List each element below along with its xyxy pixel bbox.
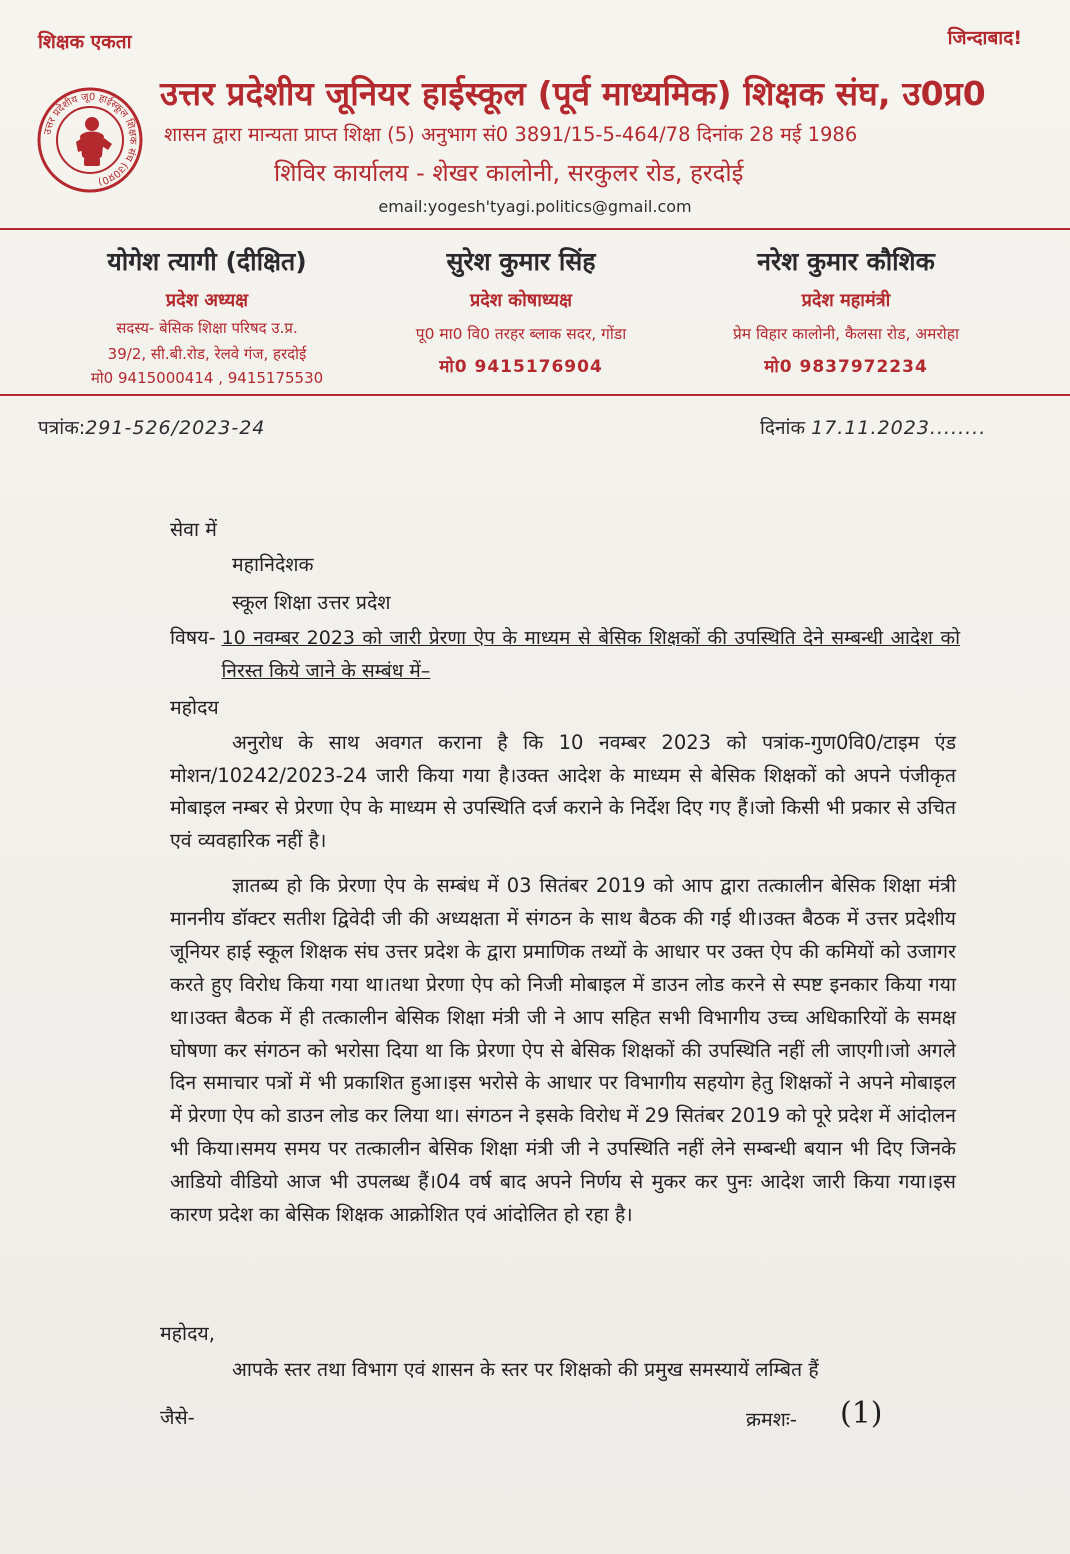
officer-detail: सदस्य- बेसिक शिक्षा परिषद उ.प्र. <box>116 319 298 337</box>
officer-post: प्रदेश महामंत्री <box>801 290 891 311</box>
officer-address: प्रेम विहार कालोनी, कैलसा रोड, अमरोहा <box>732 325 960 343</box>
paragraph-2: ज्ञातब्य हो कि प्रेरणा ऐप के सम्बंध में 03 सितंबर 2019 को आप द्वारा तत्कालीन बेसिक शिक्षा मंत्री माननीय डॉक्टर सतीश द्विवेदी जी की अध्यक्षता में संगठन के साथ बैठक की गई थी।उक्त बैठक में उत्तर प्रदेशीय जूनियर हाई स्कूल शिक्षक संघ उत्तर प्रदेश के द्वारा प्रमाणिक तथ्यों के आधार पर उक्त ऐप की कमियों को उजागर करते हुए विरोध किया गया था।तथा प्रेरणा ऐप को निजी मोबाइल में डाउन लोड करने से स्पष्ट इनकार किया गया था।उक्त बैठक में ही तत्कालीन बेसिक शिक्षा मंत्री जी ने आप सहित सभी विभागीय उच्च अधिकारियों के समक्ष घोषणा कर संगठन को भरोसा दिया था कि प्रेरणा ऐप से बेसिक शिक्षकों की उपस्थिति नहीं ली जाएगी।जो अगले दिन समाचार पत्रों में भी प्रकाशित हुआ।इस भरोसे के आधार पर विभागीय सहयोग हेतु शिक्षकों ने अपने मोबाइल में प्रेरणा ऐप को डाउन लोड कर लिया था। संगठन ने इसके विरोध में 29 सितंबर 2019 को पूरे प्रदेश में आंदोलन भी किया।समय समय पर तत्कालीन बेसिक शिक्षा मंत्री जी ने उपस्थिति नहीं लेने सम्बन्धी बयान भी दिए जिनके आडियो वीडियो आज भी उपलब्ध हैं।04 वर्ष बाद अपने निर्णय से मुकर कर पुनः आदेश जारी किया गया।इस कारण प्रदेश का बेसिक शिक्षक आक्रोशित एवं आंदोलित हो रहा है। <box>170 874 956 1227</box>
officer-mobile: मो0 9415176904 <box>439 357 603 377</box>
officer-post: प्रदेश अध्यक्ष <box>165 290 249 311</box>
header-divider-top <box>0 228 1070 230</box>
officer-mobile: मो0 9837972234 <box>764 357 928 377</box>
slogan-left: शिक्षक एकता <box>38 31 132 53</box>
header-divider-bottom <box>0 394 1070 396</box>
date-label: दिनांक <box>760 417 806 439</box>
salutation-to: सेवा में <box>170 518 217 541</box>
greeting: महोदय <box>170 696 219 719</box>
paragraph-3-continued: जैसे- <box>160 1406 195 1429</box>
greeting-2: महोदय, <box>160 1322 215 1345</box>
officer-president <box>52 244 362 388</box>
slogan-right: जिन्दाबाद! <box>947 27 1022 49</box>
organization-name: उत्तर प्रदेशीय जूनियर हाईस्कूल (पूर्व माध्यमिक) शिक्षक संघ, उ0प्र0 <box>160 74 986 113</box>
recognition-line: शासन द्वारा मान्यता प्राप्त शिक्षा (5) अनुभाग सं0 3891/15-5-464/78 दिनांक 28 मई 1986 <box>164 123 858 146</box>
subject-text: 10 नवम्बर 2023 को जारी प्रेरणा ऐप के माध्यम से बेसिक शिक्षकों की उपस्थिति देने सम्बन्धी आदेश को निरस्त किये जाने के सम्बंध में– <box>221 627 960 682</box>
paragraph-1: अनुरोध के साथ अवगत कराना है कि 10 नवम्बर 2023 को पत्रांक-गुण0वि0/टाइम एंड मोशन/10242/2023-24 जारी किया गया है।उक्त आदेश के माध्यम से बेसिक शिक्षकों को अपने पंजीकृत मोबाइल नम्बर से प्रेरणा ऐप के माध्यम से उपस्थिति दर्ज कराने के निर्देश दिए गए हैं।जो किसी भी प्रकार से उचित एवं व्यवहारिक नहीं है। <box>170 731 956 852</box>
continued-label: क्रमशः- <box>746 1408 797 1431</box>
camp-office-address: शिविर कार्यालय - शेखर कालोनी, सरकुलर रोड, हरदोई <box>274 159 744 187</box>
subject-label: विषय- <box>170 626 216 649</box>
seal-ring-text: उत्तर प्रदेशीय जू0 हाईस्कूल शिक्षक संघ (उ0प्र0) <box>42 91 139 188</box>
officer-mobile: मो0 9415000414 , 9415175530 <box>90 369 324 387</box>
officer-name: सुरेश कुमार सिंह <box>446 247 596 276</box>
email-line: email:yogesh'tyagi.politics@gmail.com <box>378 197 692 216</box>
officer-treasurer <box>376 244 666 377</box>
officer-general-secretary <box>696 244 996 377</box>
officer-name: योगेश त्यागी (दीक्षित) <box>107 247 307 276</box>
paragraph-3: आपके स्तर तथा विभाग एवं शासन के स्तर पर शिक्षको की प्रमुख समस्यायें लम्बित हैं <box>232 1358 819 1381</box>
page-number: (1) <box>840 1396 883 1431</box>
letter-date <box>760 414 986 440</box>
officer-address: पू0 मा0 वि0 तरहर ब्लाक सदर, गोंडा <box>415 325 627 343</box>
reference-number <box>38 414 265 440</box>
officer-address: 39/2, सी.बी.रोड, रेलवे गंज, हरदोई <box>107 345 307 363</box>
subject-block <box>170 622 960 687</box>
reference-value: 291-526/2023-24 <box>85 417 266 439</box>
officer-name: नरेश कुमार कौशिक <box>757 247 935 276</box>
reference-label: पत्रांक: <box>38 417 86 439</box>
seal-emblem-icon <box>36 86 144 194</box>
recipient-line2: स्कूल शिक्षा उत्तर प्रदेश <box>232 591 391 614</box>
recipient-line1: महानिदेशक <box>232 553 314 576</box>
organization-seal <box>36 86 144 194</box>
officer-post: प्रदेश कोषाध्यक्ष <box>470 290 572 311</box>
date-value: 17.11.2023........ <box>811 417 987 439</box>
